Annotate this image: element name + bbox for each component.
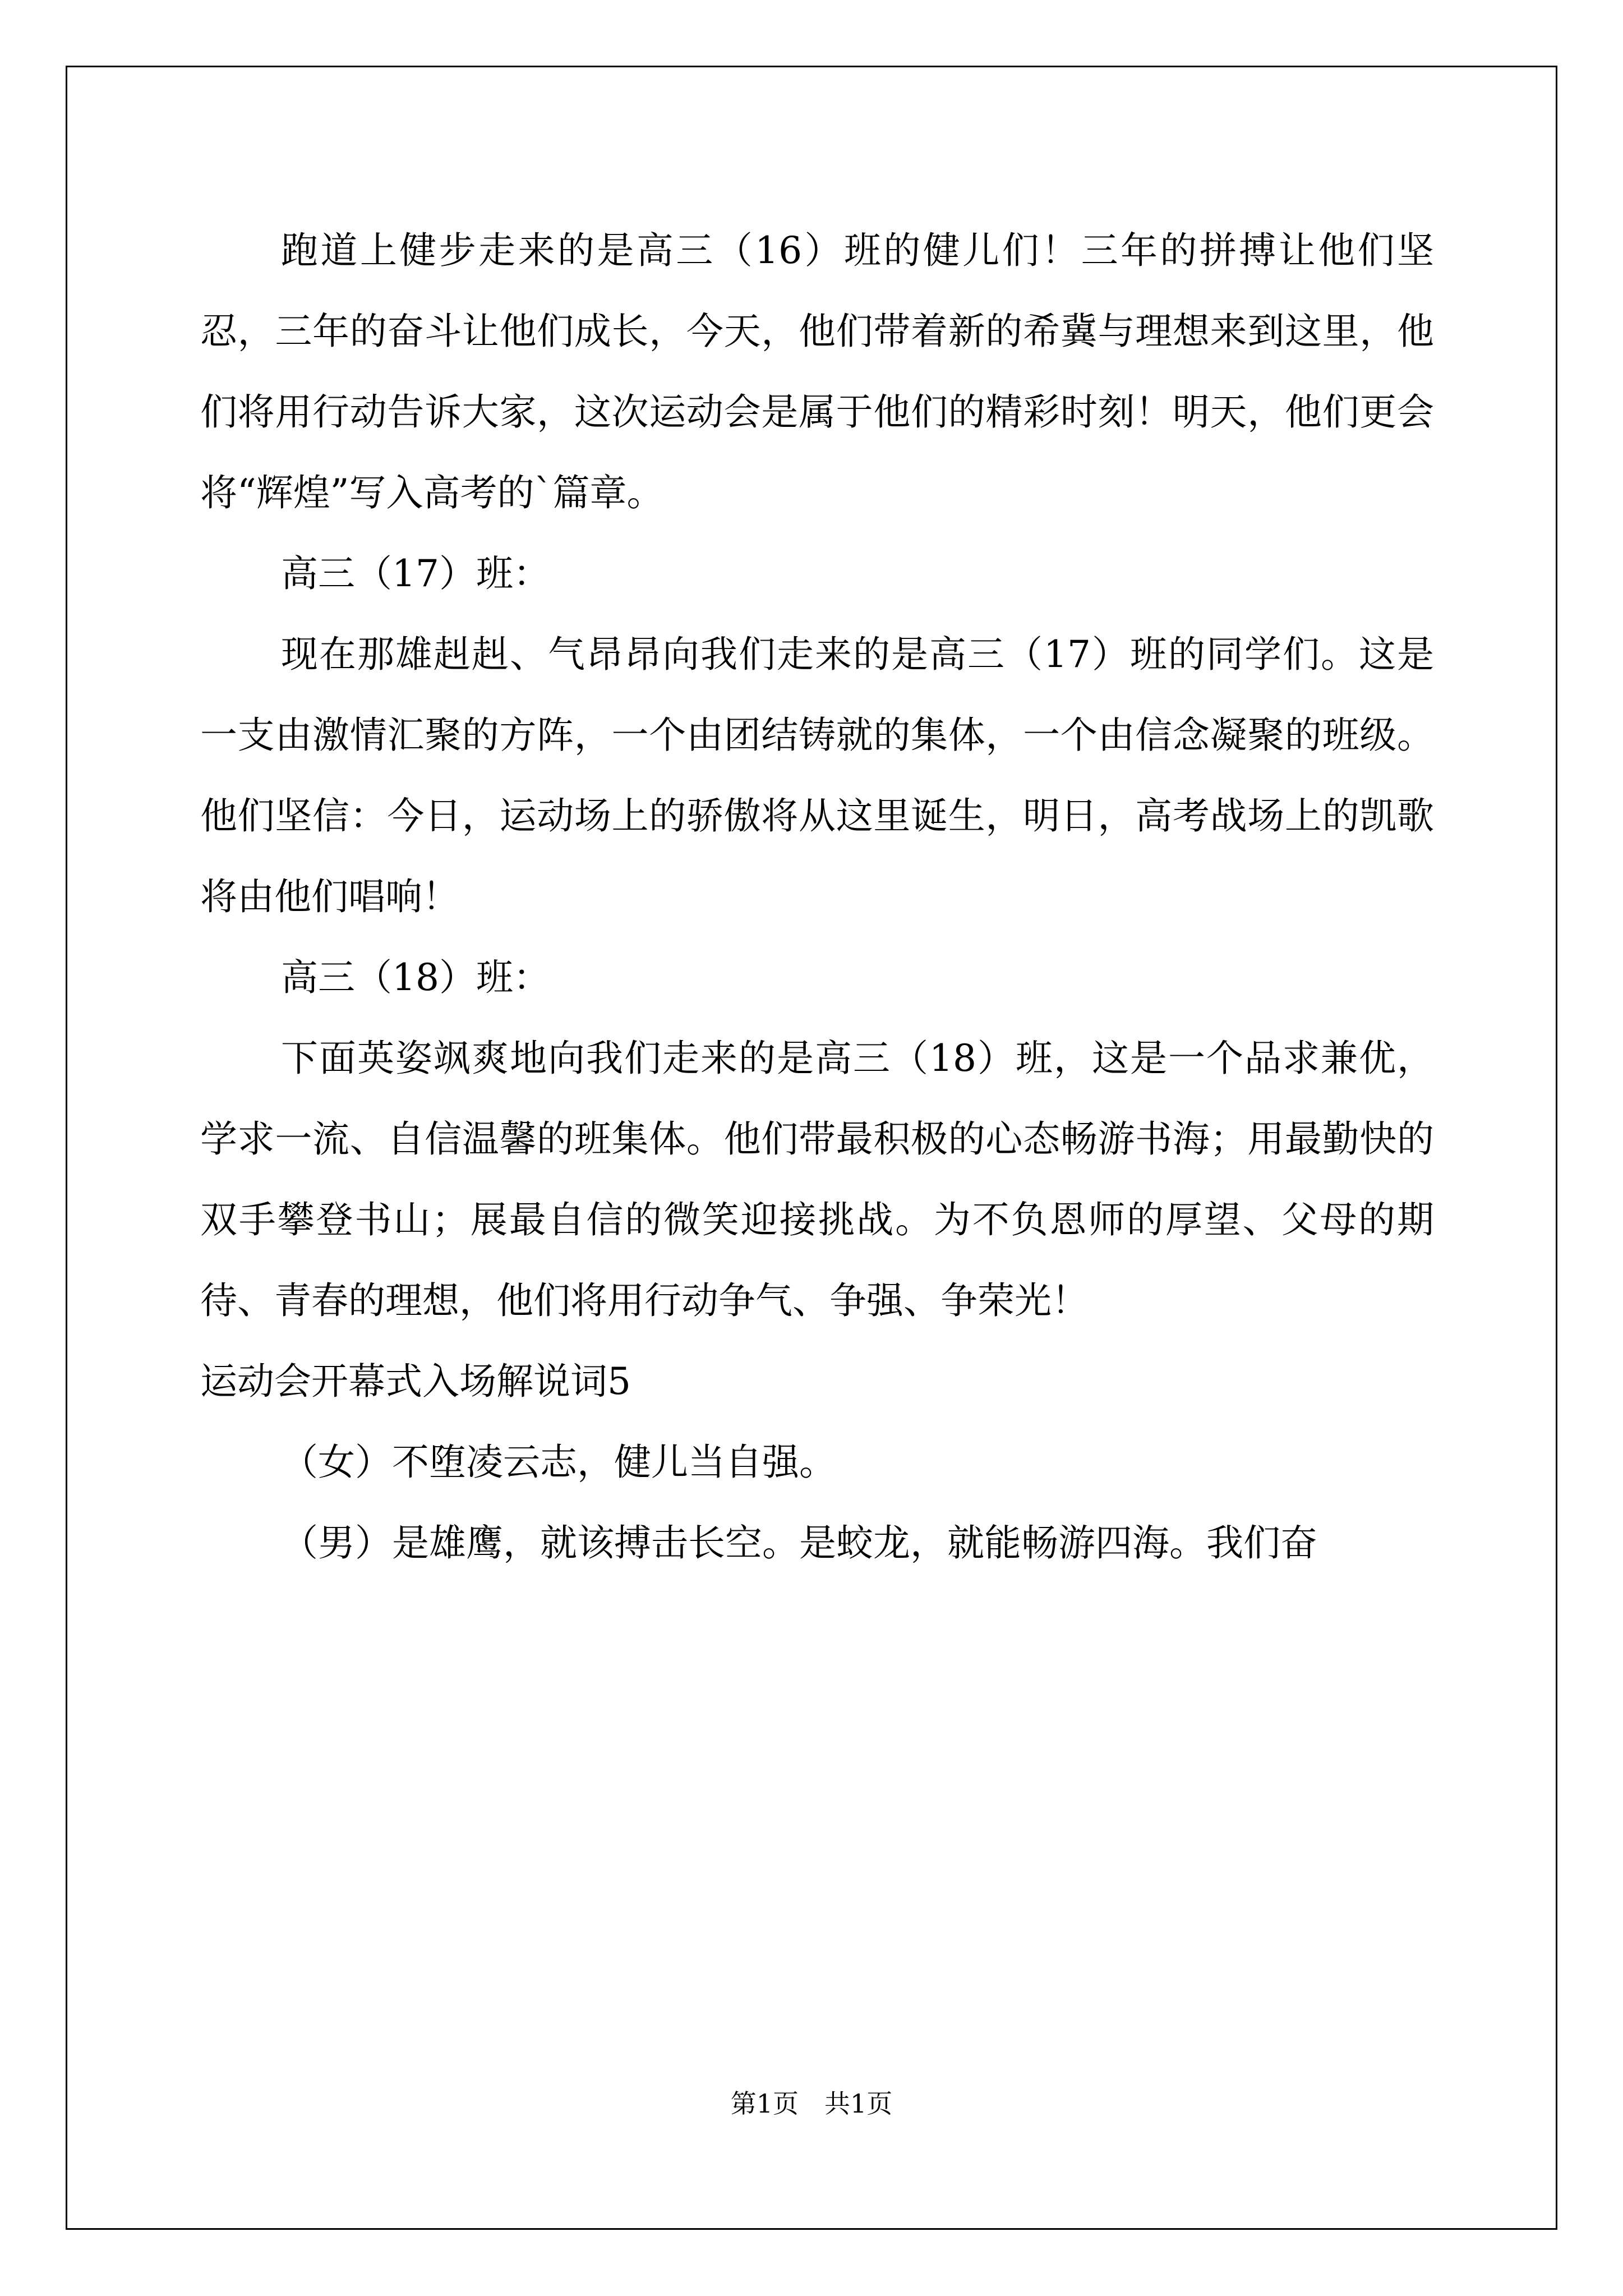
paragraph-class-17: 现在那雄赳赳、气昂昂向我们走来的是高三（17）班的同学们。这是一支由激情汇聚的方阵，一个由团结铸就的集体，一个由信念凝聚的班级。他们坚信：今日，运动场上的骄傲将从这里诞生，明日，高考战场上的凯歌将由他们唱响！ — [200, 633, 1434, 918]
section-title: 运动会开幕式入场解说词5 — [200, 1360, 631, 1403]
heading-class-18: 高三（18）班： — [281, 956, 550, 999]
paragraph-class-18: 下面英姿飒爽地向我们走来的是高三（18）班，这是一个品求兼优，学求一流、自信温馨的班集体。他们带最积极的心态畅游书海；用最勤快的双手攀登书山；展最自信的微笑迎接挑战。为不负恩师的厚望、父母的期待、青春的理想，他们将用行动争气、争强、争荣光！ — [200, 1037, 1434, 1322]
paragraph-class-16: 跑道上健步走来的是高三（16）班的健儿们！三年的拼搏让他们坚忍，三年的奋斗让他们成长，今天，他们带着新的希冀与理想来到这里，他们将用行动告诉大家，这次运动会是属于他们的精彩时刻！明天，他们更会将“辉煌”写入高考的`篇章。 — [200, 229, 1434, 514]
heading-class-17: 高三（17）班： — [281, 552, 550, 595]
document-body — [200, 210, 1434, 1584]
page-footer: 第1页 共1页 — [730, 2088, 893, 2119]
paragraph-female-speaker: （女）不堕凌云志，健儿当自强。 — [281, 1441, 836, 1484]
paragraph-male-speaker: （男）是雄鹰，就该搏击长空。是蛟龙，就能畅游四海。我们奋 — [281, 1521, 1317, 1565]
